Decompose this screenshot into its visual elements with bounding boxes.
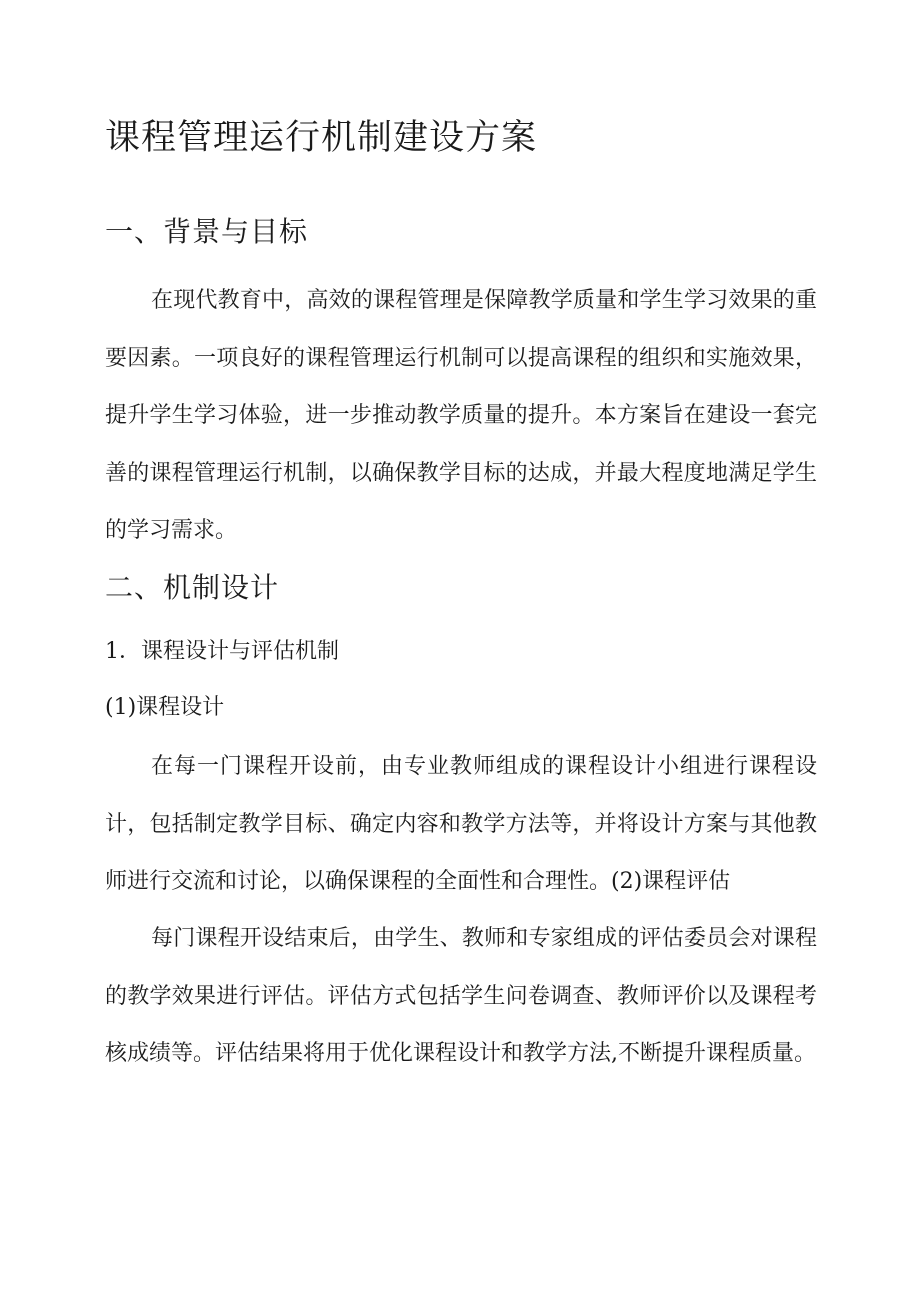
document-title: 课程管理运行机制建设方案 xyxy=(105,118,538,158)
subheading-course-design: (1)课程设计 xyxy=(105,695,225,720)
subheading-course-design-evaluation: 1．课程设计与评估机制 xyxy=(105,639,339,664)
paragraph-background: 在现代教育中，高效的课程管理是保障教学质量和学生学习效果的重要因素。一项良好的课程管理运行机制可以提高课程的组织和实施效果，提升学生学习体验，进一步推动教学质量的提升。本方案旨在建设一套完善的课程管理运行机制，以确保教学目标的达成，并最大程度地满足学生的学习需求。 xyxy=(105,288,817,543)
paragraph-course-design: 在每一门课程开设前，由专业教师组成的课程设计小组进行课程设计，包括制定教学目标、确定内容和教学方法等，并将设计方案与其他教师进行交流和讨论，以确保课程的全面性和合理性。(2)课程评估 xyxy=(105,754,817,894)
section-heading-mechanism: 二、机制设计 xyxy=(105,571,280,604)
paragraph-course-evaluation: 每门课程开设结束后，由学生、教师和专家组成的评估委员会对课程的教学效果进行评估。评估方式包括学生问卷调查、教师评价以及课程考核成绩等。评估结果将用于优化课程设计和教学方法,不断提升课程质量。 xyxy=(105,926,817,1066)
section-heading-background: 一、背景与目标 xyxy=(105,215,309,248)
